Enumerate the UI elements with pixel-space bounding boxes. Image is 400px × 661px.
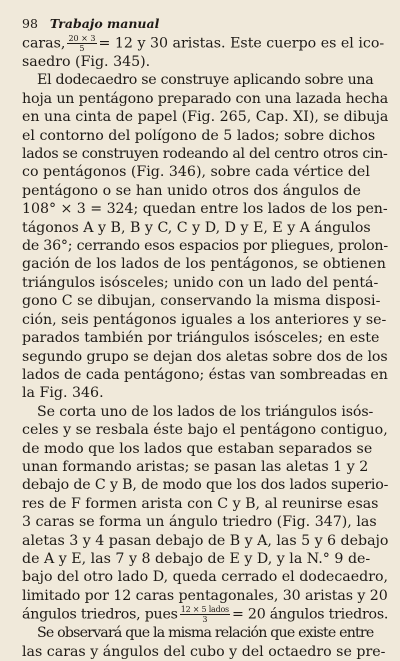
running-header [22, 14, 388, 34]
text-line: res de F formen arista con C y B, al reunirse esas [22, 495, 379, 512]
line-text: caras, [22, 35, 66, 52]
text-line: 3 caras se forma un ángulo triedro (Fig. 347), las [22, 514, 377, 531]
page-body [22, 34, 388, 661]
text-line: Se observará que la misma relación que existe entre [37, 625, 374, 642]
fraction [67, 34, 96, 53]
text-line: tágonos A y B, B y C, C y D, D y E, E y A ángulos [22, 219, 371, 236]
text-line: de A y E, las 7 y 8 debajo de E y D, y la N.° 9 de- [22, 550, 371, 567]
text-line: El dodecaedro se construye aplicando sobre una [37, 72, 374, 89]
fraction [180, 605, 230, 624]
text-line: co pentágonos (Fig. 346), sobre cada vértice del [22, 164, 370, 181]
text-line: la Fig. 346. [22, 385, 104, 402]
text-line: aletas 3 y 4 pasan debajo de B y A, las 5 y 6 debajo [22, 532, 388, 549]
text-line: en una cinta de papel (Fig. 265, Cap. XI), se dibuja [22, 109, 388, 126]
text-line: Se corta uno de los lados de los triángulos isós- [37, 403, 374, 420]
text-line: lados de cada pentágono; éstas van sombreadas en [22, 366, 388, 383]
text-line: bajo del otro lado D, queda cerrado el dodecaedro, [22, 569, 388, 586]
fraction-denominator: 5 [79, 44, 85, 53]
text-line: ción, seis pentágonos iguales a los anteriores y se- [22, 311, 387, 328]
text-line: saedro (Fig. 345). [22, 54, 151, 70]
text-line: limitado por 12 caras pentagonales, 30 aristas y 20 [22, 587, 388, 604]
text-line: de modo que los lados que estaban separados se [22, 440, 373, 457]
text-line: gono C se dibujan, conservando la misma disposi- [22, 293, 381, 310]
running-title: Trabajo manual [49, 16, 160, 31]
text-line: parados también por triángulos isósceles; en este [22, 330, 380, 347]
fraction-numerator: 12 × 5 lados [180, 605, 229, 615]
text-line: el contorno del polígono de 5 lados; sobre dichos [22, 127, 376, 144]
text-line: lados se construyen rodeando al del centro otros cin- [22, 146, 388, 163]
text-line: triángulos isósceles; unido con un lado del pentá- [22, 274, 379, 291]
text-line: 108° × 3 = 324; quedan entre los lados de los pen- [22, 201, 388, 218]
line-text: = 12 y 30 aristas. Este cuerpo es el ico- [98, 35, 385, 52]
text-line: segundo grupo se dejan dos aletas sobre dos de los [22, 348, 388, 365]
text-line: hoja un pentágono preparado con una lazada hecha [22, 90, 388, 107]
text-line: gación de los lados de los pentágonos, se obtienen [22, 256, 386, 273]
text-line: unan formando aristas; se pasan las aletas 1 y 2 [22, 458, 369, 475]
text-line: debajo de C y B, de modo que los dos lados superio- [22, 477, 388, 494]
text-line [22, 34, 388, 53]
line-text: ángulos triedros, pues [22, 606, 178, 623]
text-line: de 36°; cerrando esos espacios por pliegues, prolon- [22, 238, 388, 255]
line-text: = 20 ángulos triedros. [231, 606, 388, 623]
fraction-numerator: 20 × 3 [68, 34, 96, 43]
fraction-denominator: 3 [202, 615, 208, 625]
text-line: celes y se resbala éste bajo el pentágono contiguo, [22, 422, 388, 439]
text-line: las caras y ángulos del cubo y del octaedro se pre- [22, 643, 386, 660]
text-line [22, 605, 388, 624]
text-line: pentágono o se han unido otros dos ángulos de [22, 182, 361, 199]
page-number: 98 [22, 16, 38, 31]
